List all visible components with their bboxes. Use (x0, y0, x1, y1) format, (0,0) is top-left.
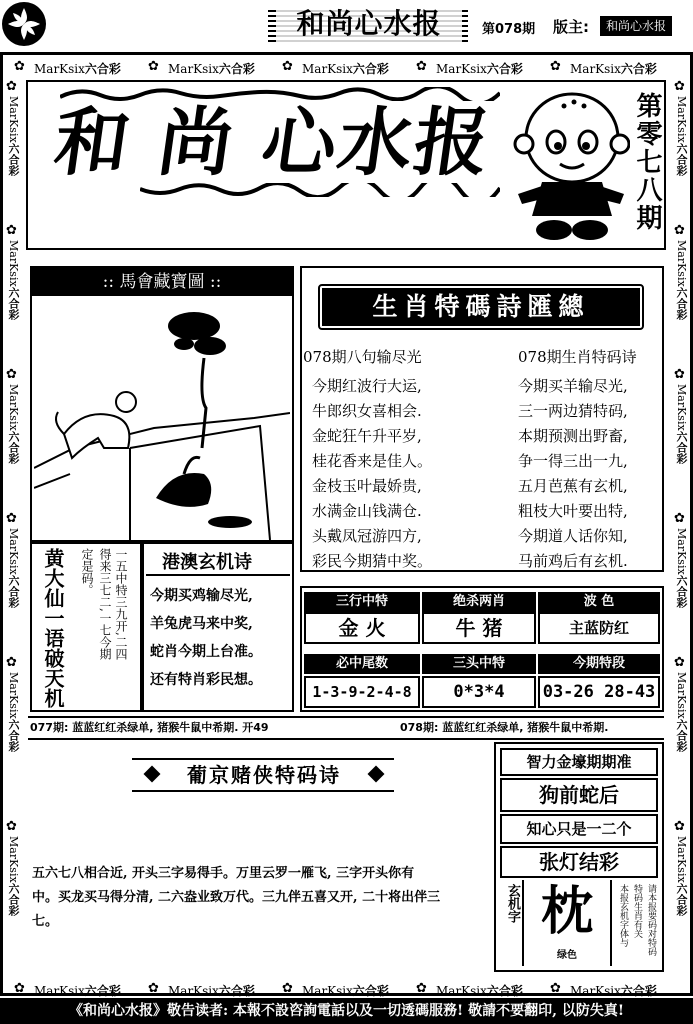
results-value2-3: 03-26 28-43 (538, 676, 660, 708)
poem-line: 金蛇狂午升平岁, (312, 427, 422, 445)
poem-line: 马前鸡后有玄机. (518, 552, 628, 570)
flower-icon: ✿ (6, 367, 17, 382)
brand-mark-cn: 六合彩 (675, 142, 688, 176)
brand-mark-cn: 六合彩 (675, 430, 688, 464)
brand-mark-vertical (674, 528, 688, 608)
poem-line: 彩民今期猜中奖。 (312, 552, 433, 570)
masthead-squiggle-bottom (140, 182, 500, 196)
wisdom-char: 枕 (540, 881, 593, 942)
flower-icon: ✿ (674, 655, 685, 670)
poem-line: 七。 (32, 914, 59, 929)
brand-mark-vertical (674, 384, 688, 464)
poem-line: 今期道人话你知, (518, 527, 628, 545)
wisdom-line1: 狗前蛇后 (500, 778, 658, 812)
wisdom-note-col2: 特码生肖有关 (632, 884, 642, 938)
wisdom-line3: 张灯结彩 (500, 846, 658, 878)
brand-mark-cn: 六合彩 (486, 62, 523, 76)
results-value-2: 牛 猪 (422, 612, 536, 644)
brand-mark-vertical (674, 240, 688, 320)
poem-line: 争一得三出一九, (518, 452, 628, 470)
history-prev: 077期: 蓝蓝红红杀绿单, 猪猴牛鼠中希期. 开49 (30, 721, 269, 734)
flower-icon: ✿ (416, 59, 427, 74)
results-value-3: 主蓝防红 (538, 612, 660, 644)
brand-mark-en: MarKsix (675, 96, 688, 143)
brand-mark-en: MarKsix (34, 984, 85, 998)
huang-daxian-col2: 得来三七二,一七今期 (98, 548, 112, 660)
poem-line: 中。买龙买马得分清, 二六盎业致万代。三九伴五喜又开, 二十将出伴三 (32, 890, 441, 905)
brand-mark-vertical (674, 836, 688, 916)
brand-mark-en: MarKsix (7, 528, 20, 575)
brand-mark (570, 60, 657, 77)
flower-icon: ✿ (6, 79, 17, 94)
masthead-issue-vertical: 第零七八期 (632, 92, 662, 232)
brand-mark-en: MarKsix (675, 240, 688, 287)
poem-line: 蛇肖今期上台准。 (150, 644, 262, 660)
flower-icon: ✿ (148, 981, 159, 996)
brand-mark-en: MarKsix (675, 836, 688, 883)
results-value-1: 金 火 (304, 612, 420, 644)
zodiac-poems-title: 生肖特碼詩匯總 (322, 288, 640, 326)
poem-line: 粗枝大叶要出特, (518, 502, 628, 520)
brand-mark (436, 60, 523, 77)
gamble-poem-lines (32, 862, 440, 934)
flower-icon: ✿ (14, 981, 25, 996)
flower-icon: ✿ (674, 819, 685, 834)
flower-icon: ✿ (674, 367, 685, 382)
brand-mark-cn: 六合彩 (486, 984, 523, 998)
gangao-title-underline (146, 574, 290, 576)
history-curr: 078期: 蓝蓝红红杀绿单, 猪猴牛鼠中希期. (400, 721, 609, 734)
brand-mark-cn: 六合彩 (352, 984, 389, 998)
brand-mark-cn: 六合彩 (675, 286, 688, 320)
wisdom-line2: 知心只是一二个 (500, 814, 658, 844)
brand-mark-vertical (6, 96, 20, 176)
results-label2-2: 三头中特 (422, 654, 536, 674)
brand-mark-en: MarKsix (302, 984, 353, 998)
brand-mark-cn: 六合彩 (7, 574, 20, 608)
brand-mark (34, 60, 121, 77)
header-title: 和尚心水报 (276, 6, 462, 42)
poem-line: 羊兔虎马来中奖, (150, 616, 253, 632)
brand-mark-vertical (6, 528, 20, 608)
brand-mark-vertical (6, 240, 20, 320)
brand-mark-en: MarKsix (7, 240, 20, 287)
results-label-1: 三行中特 (304, 592, 420, 612)
brand-mark-cn: 六合彩 (7, 142, 20, 176)
brand-mark-en: MarKsix (436, 984, 487, 998)
brand-mark-en: MarKsix (675, 672, 688, 719)
gangao-poem-lines (150, 582, 262, 694)
brand-mark-cn: 六合彩 (675, 718, 688, 752)
zodiac-right-title: 078期生肖特码诗 (518, 348, 637, 366)
brand-mark-en: MarKsix (7, 836, 20, 883)
wisdom-note-col1: 请本报要码对特码 (646, 884, 656, 956)
flower-icon: ✿ (674, 79, 685, 94)
poem-line: 桂花香来是佳人。 (312, 452, 433, 470)
brand-mark-en: MarKsix (7, 672, 20, 719)
brand-mark (570, 982, 657, 999)
flower-icon: ✿ (674, 223, 685, 238)
brand-mark (168, 60, 255, 77)
brand-mark-cn: 六合彩 (675, 882, 688, 916)
brand-mark-cn: 六合彩 (7, 430, 20, 464)
results-value2-2: 0*3*4 (422, 676, 536, 708)
brand-mark-cn: 六合彩 (620, 62, 657, 76)
brand-mark (34, 982, 121, 999)
flower-icon: ✿ (6, 819, 17, 834)
brand-mark-en: MarKsix (168, 62, 219, 76)
poem-line: 今期红波行大运, (312, 377, 422, 395)
poem-line: 水满金山钱满仓. (312, 502, 422, 520)
brand-mark-en: MarKsix (34, 62, 85, 76)
huang-daxian-col1: 一五中特三九开,二四 (114, 548, 128, 660)
brand-mark-en: MarKsix (7, 384, 20, 431)
brand-mark-cn: 六合彩 (218, 984, 255, 998)
flower-icon: ✿ (282, 981, 293, 996)
poem-line: 还有特肖彩民想。 (150, 672, 262, 688)
poem-line: 头戴凤冠游四方, (312, 527, 422, 545)
poem-line: 五月芭蕉有玄机, (518, 477, 628, 495)
brand-mark-cn: 六合彩 (675, 574, 688, 608)
treasure-map-illustration (34, 298, 290, 540)
brand-mark-en: MarKsix (436, 62, 487, 76)
brand-mark-cn: 六合彩 (620, 984, 657, 998)
huang-daxian-title: 黄大仙一语破天机 (41, 548, 65, 708)
header-editor-value: 和尚心水报 (600, 16, 672, 36)
brand-mark-cn: 六合彩 (7, 286, 20, 320)
poem-line: 三一两边猜特码, (518, 402, 628, 420)
monk-mascot-icon (512, 86, 630, 246)
poem-line: 本期预测出野畜, (518, 427, 628, 445)
flower-icon: ✿ (6, 223, 17, 238)
footer-notice: 《和尚心水报》敬告读者: 本報不設咨詢電話以及一切透碼服務! 敬請不要翻印, 以防失真! (0, 998, 693, 1024)
poem-line: 金枝玉叶最娇贵, (312, 477, 422, 495)
brand-mark-en: MarKsix (168, 984, 219, 998)
poem-line: 五六七八相合近, 开头三字易得手。万里云罗一雁飞, 三字开头你有 (32, 866, 415, 881)
results-label2-3: 今期特段 (538, 654, 660, 674)
flower-icon: ✿ (14, 59, 25, 74)
brand-mark-vertical (674, 672, 688, 752)
brand-mark-en: MarKsix (570, 984, 621, 998)
results-label-3: 波 色 (538, 592, 660, 612)
flower-icon: ✿ (6, 511, 17, 526)
masthead-title: 和 尚 心水报 (48, 100, 497, 186)
flower-icon: ✿ (674, 511, 685, 526)
results-value2-1: 1-3-9-2-4-8 (304, 676, 420, 708)
wisdom-note-col3: 本报玄机字体与 (618, 884, 628, 947)
brand-mark-en: MarKsix (675, 528, 688, 575)
flower-icon: ✿ (282, 59, 293, 74)
results-label2-1: 必中尾数 (304, 654, 420, 674)
brand-mark (168, 982, 255, 999)
brand-mark-en: MarKsix (570, 62, 621, 76)
brand-mark-vertical (6, 836, 20, 916)
flower-icon: ✿ (148, 59, 159, 74)
brand-mark-cn: 六合彩 (84, 984, 121, 998)
header-editor-label: 版主: (553, 18, 589, 36)
zodiac-left-title: 078期八句输尽光 (303, 348, 422, 366)
brand-mark-en: MarKsix (302, 62, 353, 76)
flower-icon: ✿ (6, 655, 17, 670)
brand-mark-vertical (674, 96, 688, 176)
brand-mark (302, 60, 389, 77)
brand-mark-cn: 六合彩 (7, 718, 20, 752)
brand-mark-en: MarKsix (7, 96, 20, 143)
header-issue: 第078期 (482, 22, 536, 37)
brand-mark-en: MarKsix (675, 384, 688, 431)
wisdom-title: 智力金壕期期准 (500, 748, 658, 776)
wisdom-label: 玄机字 (505, 884, 520, 923)
zodiac-right-lines (518, 374, 628, 574)
flower-icon: ✿ (416, 981, 427, 996)
brand-mark (302, 982, 389, 999)
wisdom-color: 绿色 (557, 950, 577, 961)
brand-mark-vertical (6, 384, 20, 464)
gamble-poem-title: 葡京赌侠特码诗 (187, 763, 341, 787)
gangao-poem-title: 港澳玄机诗 (162, 552, 252, 573)
poem-line: 今期买羊输尽光, (518, 377, 628, 395)
brand-mark-cn: 六合彩 (7, 882, 20, 916)
brand-mark-vertical (6, 672, 20, 752)
huang-daxian-col3: 定是码。 (80, 548, 94, 596)
poem-line: 牛郎织女喜相会. (312, 402, 422, 420)
brand-mark-cn: 六合彩 (352, 62, 389, 76)
treasure-map-title: :: 馬會藏寶圖 :: (32, 268, 292, 296)
lotus-logo-icon (2, 2, 46, 46)
zodiac-left-lines (312, 374, 432, 574)
brand-mark-cn: 六合彩 (84, 62, 121, 76)
results-label-2: 绝杀两肖 (422, 592, 536, 612)
poem-line: 今期买鸡输尽光, (150, 588, 253, 604)
flower-icon: ✿ (550, 59, 561, 74)
brand-mark (436, 982, 523, 999)
flower-icon: ✿ (550, 981, 561, 996)
brand-mark-cn: 六合彩 (218, 62, 255, 76)
